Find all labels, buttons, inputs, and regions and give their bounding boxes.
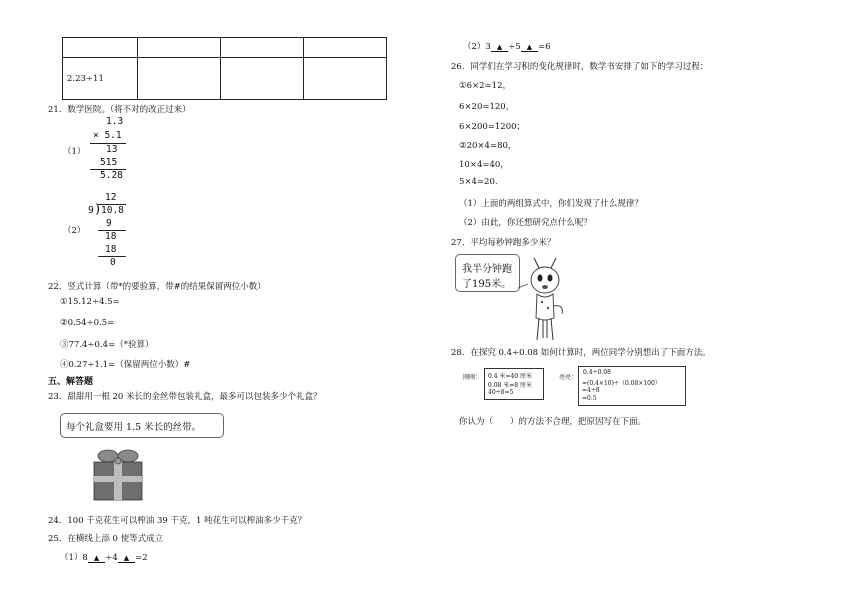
method-line: 0.4÷0.08 <box>583 369 611 376</box>
method-line: =4÷8 <box>582 387 600 394</box>
q21-line: 1.3 <box>106 116 124 127</box>
method-box-left <box>484 368 544 400</box>
q26-title: 26．同学们在学习积的变化规律时，数学书安排了如下的学习过程： <box>451 62 709 72</box>
q25-equation-1: （1）8 ▲ ÷4 ▲ =2 <box>60 553 148 563</box>
method-line: 40÷8=5 <box>488 389 514 396</box>
q28-title: 28．在探究 0.4÷0.08 如何计算时，两位同学分别想出了下面方法。 <box>451 348 711 358</box>
blank-triangle[interactable]: ▲ <box>88 554 105 563</box>
student-name: 亮亮： <box>559 374 578 381</box>
table-cell <box>221 58 304 100</box>
q21-line: 5.28 <box>100 170 123 181</box>
q21-line: 9 <box>106 218 112 229</box>
q26-line: 5×4=20. <box>459 177 498 187</box>
q21-title: 21．数学医院。（将不对的改正过来） <box>48 105 191 115</box>
table-cell <box>304 58 387 100</box>
blank-triangle[interactable]: ▲ <box>118 554 135 563</box>
q21-label-2: （2） <box>63 226 86 236</box>
table-cell <box>304 38 387 58</box>
blank-triangle[interactable]: ▲ <box>491 43 508 52</box>
speech-bubble <box>455 254 520 292</box>
q21-line: 18 <box>105 244 117 255</box>
table-cell <box>138 38 221 58</box>
table-cell: 2.23÷11 <box>63 58 138 100</box>
q22-item: ④0.27÷1.1=（保留两位小数）# <box>60 360 191 370</box>
q22-item: ③77.4÷0.4=（*验算） <box>60 340 154 350</box>
q26-sub2: （2）由此，你还想研究点什么呢？ <box>459 218 592 228</box>
q21-line: 12 <box>105 192 117 203</box>
top-table <box>62 37 387 100</box>
q24-text: 24．100 千克花生可以榨油 39 千克，1 吨花生可以榨油多少千克？ <box>48 516 307 526</box>
q21-line: 0 <box>110 257 116 268</box>
q21-line: 18 <box>105 231 117 242</box>
blank-triangle[interactable]: ▲ <box>521 43 538 52</box>
deer-cartoon-image <box>516 254 576 347</box>
q28-answer-prompt: 你认为（ ）的方法不合理，把原因写在下面。 <box>459 417 647 427</box>
gift-box-image <box>92 448 144 505</box>
q21-line: 13 <box>106 144 118 155</box>
q26-line: 6×20=120， <box>459 102 515 112</box>
section-heading: 五、解答题 <box>48 377 94 387</box>
method-box-right <box>578 366 686 406</box>
division-bracket: ) <box>95 202 101 217</box>
q21-line: 515 <box>100 157 118 168</box>
table-cell <box>63 38 138 58</box>
table-cell <box>221 38 304 58</box>
speech-bubble <box>60 413 224 438</box>
q22-item: ②0.54÷0.5= <box>60 318 115 328</box>
method-line: 0.08 米=8 厘米 <box>488 382 533 389</box>
q21-line: 10.8 <box>101 205 124 216</box>
method-line: =0.5 <box>582 395 597 402</box>
q26-line: 10×4=40， <box>459 160 509 170</box>
method-line: 0.4 米=40 厘米 <box>488 373 533 380</box>
q21-label-1: （1） <box>63 147 86 157</box>
q26-line: ①6×2=12， <box>459 81 511 91</box>
q25-title: 25．在横线上添 0 使等式成立 <box>48 534 164 544</box>
q22-item: ①15.12÷4.5= <box>60 297 120 307</box>
bubble-text: 我半分钟跑 <box>462 264 512 275</box>
q26-sub1: （1）上面的两组算式中，你们发现了什么规律？ <box>459 199 643 209</box>
q26-line: 6×200=1200； <box>459 122 526 132</box>
q26-line: ②20×4=80， <box>459 141 517 151</box>
q27-title: 27．平均每秒钟跑多少米？ <box>451 238 556 248</box>
student-name: 刚刚： <box>463 374 482 381</box>
bubble-text: 每个礼盒要用 1.5 米长的丝带。 <box>66 422 202 433</box>
table-cell <box>138 58 221 100</box>
q21-line: × 5.1 <box>93 130 122 141</box>
method-line: =(0.4×10)÷（0.08×100） <box>582 380 661 387</box>
bubble-text: 了195米。 <box>462 279 512 290</box>
q21-line: 9 <box>88 205 94 216</box>
q23-title: 23．甜甜用一根 20 米长的金丝带包装礼盒，最多可以包装多少个礼盒？ <box>48 392 322 402</box>
q25-equation-2: （2）3 ▲ ÷5 ▲ =6 <box>463 42 551 52</box>
q22-title: 22．竖式计算（带*的要验算，带#的结果保留两位小数） <box>48 282 266 292</box>
